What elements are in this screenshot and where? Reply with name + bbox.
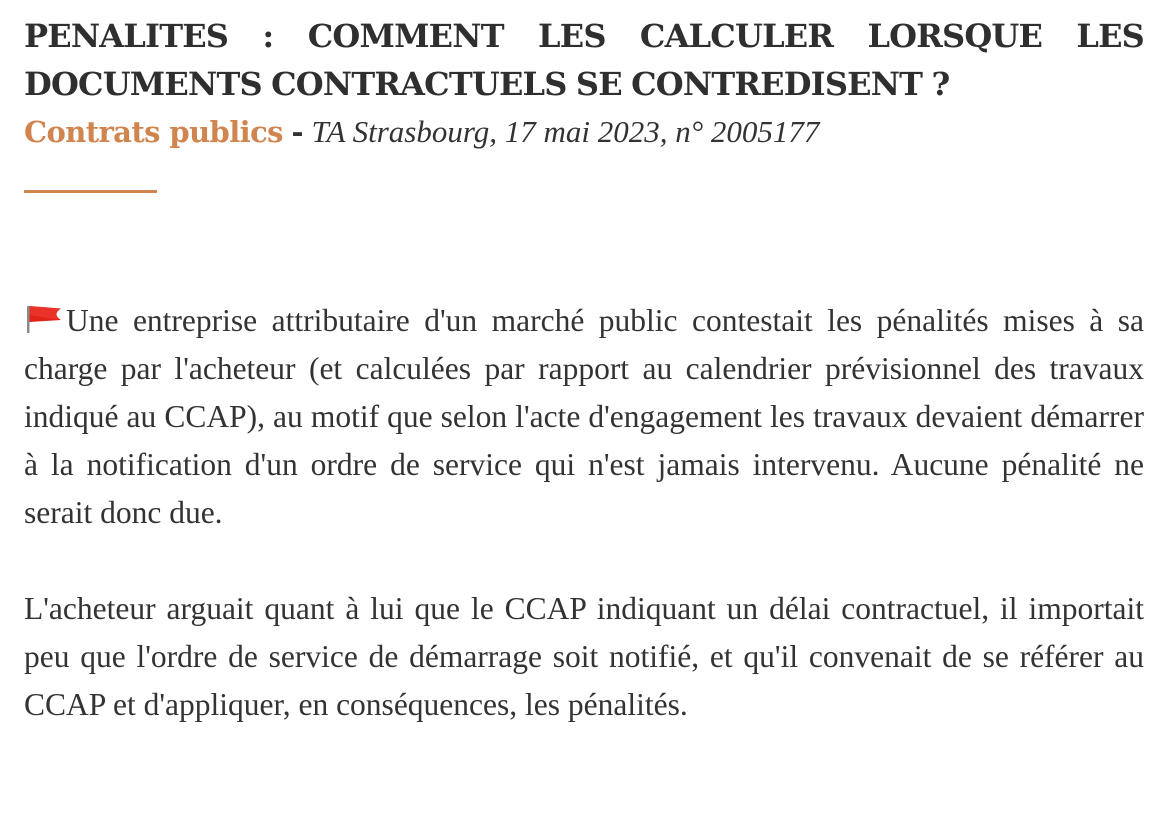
red-flag-icon: [24, 305, 64, 333]
paragraph-1: [24, 297, 1144, 537]
court-reference: TA Strasbourg, 17 mai 2023, n° 2005177: [311, 114, 820, 149]
paragraph-2-text: L'acheteur arguait quant à lui que le CCAP indiquant un délai contractuel, il importait peu que l'ordre de service de démarrage soit notifié, et qu'il convenait de se référer au CCAP et d'appliquer, en conséquences, les pénalités.: [24, 591, 1144, 722]
article: [24, 12, 1144, 729]
paragraph-1-text: Une entreprise attributaire d'un marché public contestait les pénalités mises à sa charge par l'acheteur (et calculées par rapport au calendrier prévisionnel des travaux indiqué au CCAP), au motif que selon l'acte d'engagement les travaux devaient démarrer à la notification d'un ordre de service qui n'est jamais intervenu. Aucune pénalité ne serait donc due.: [24, 303, 1144, 530]
title-divider: [24, 190, 157, 193]
subtitle-separator: -: [291, 115, 303, 149]
article-body: [24, 297, 1144, 729]
article-subtitle: [24, 108, 1144, 156]
paragraph-2: [24, 585, 1144, 729]
article-title: PENALITES : COMMENT LES CALCULER LORSQUE LES DOCUMENTS CONTRACTUELS SE CONTREDISENT ?: [24, 17, 1144, 103]
category-link[interactable]: Contrats publics: [24, 115, 283, 149]
